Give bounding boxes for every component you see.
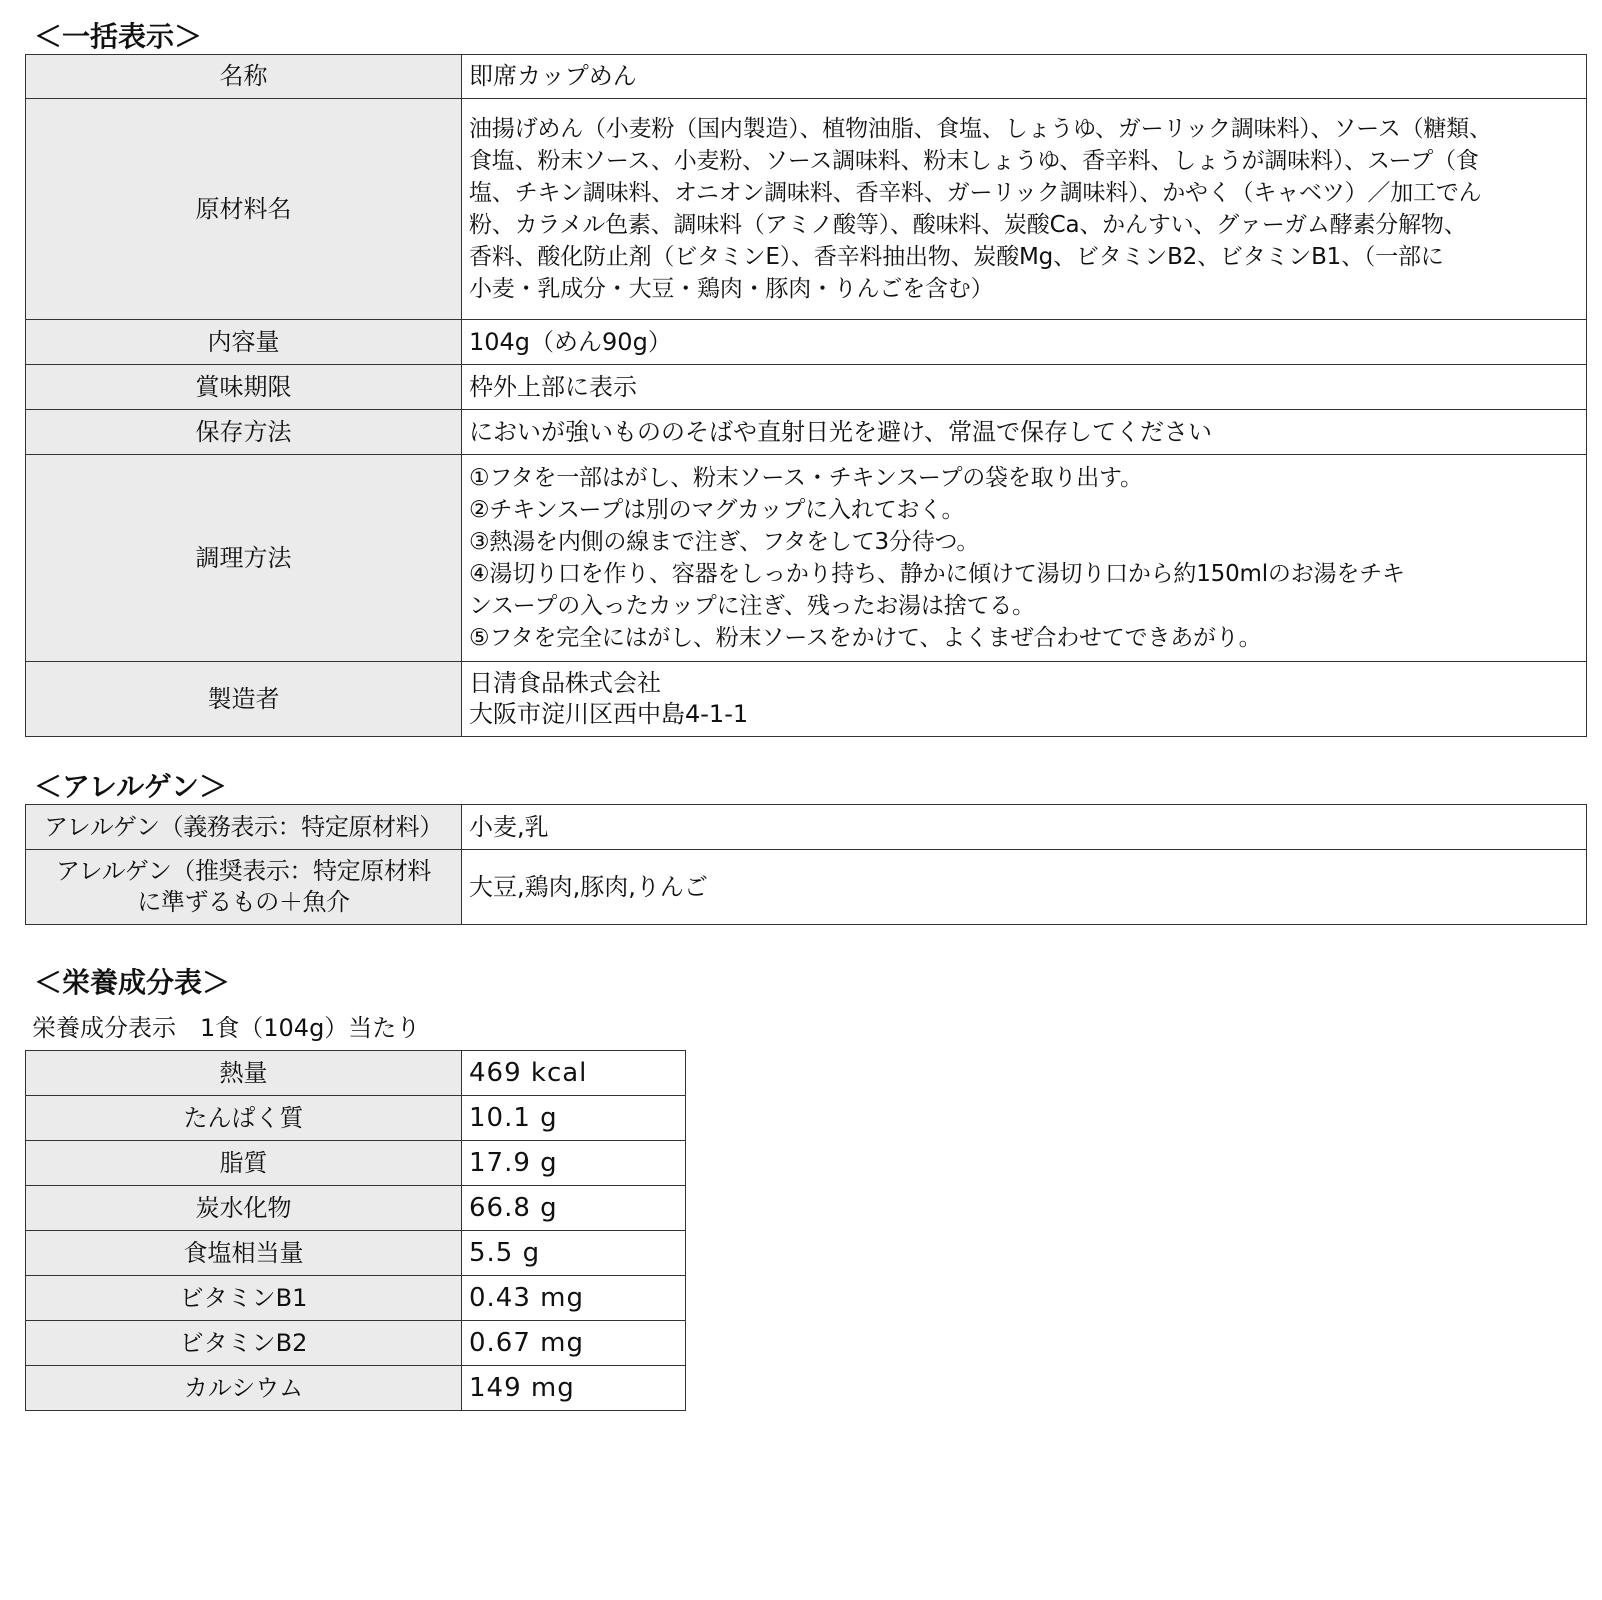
value-line: 食塩、粉末ソース、小麦粉、ソース調味料、粉末しょうゆ、香辛料、しょうが調味料）、スープ（食 bbox=[469, 148, 1479, 174]
table-row bbox=[26, 1141, 686, 1186]
nutrient-label: 食塩相当量 bbox=[26, 1231, 462, 1276]
row-value-storage bbox=[462, 410, 1587, 455]
allergen-heading: ＜アレルゲン＞ bbox=[34, 770, 228, 803]
table-row bbox=[26, 850, 1587, 925]
label-line: に準ずるもの＋魚介 bbox=[137, 888, 350, 916]
nutrient-label: ビタミンB1 bbox=[26, 1276, 462, 1321]
value-line: 粉、カラメル色素、調味料（アミノ酸等）、酸味料、炭酸Ca、かんすい、グァーガム酵素分解物、 bbox=[469, 212, 1467, 238]
table-row bbox=[26, 55, 1587, 99]
row-value-manufacturer bbox=[462, 662, 1587, 737]
nutrient-label: ビタミンB2 bbox=[26, 1321, 462, 1366]
nutrient-label: たんぱく質 bbox=[26, 1096, 462, 1141]
table-row bbox=[26, 1276, 686, 1321]
nutrition-heading: ＜栄養成分表＞ bbox=[34, 966, 231, 999]
nutrient-value: 10.1 g bbox=[462, 1096, 686, 1141]
nutrient-label: 炭水化物 bbox=[26, 1186, 462, 1231]
row-label-ingredients: 原材料名 bbox=[26, 99, 462, 320]
bulk-heading: ＜一括表示＞ bbox=[34, 20, 203, 53]
table-row bbox=[26, 1366, 686, 1411]
row-label-cooking: 調理方法 bbox=[26, 455, 462, 662]
value-line: 104g（めん90g） bbox=[469, 327, 672, 356]
label-line: アレルゲン（義務表示：特定原材料） bbox=[44, 812, 443, 841]
table-row bbox=[26, 410, 1587, 455]
row-label-manufacturer: 製造者 bbox=[26, 662, 462, 737]
label-line: アレルゲン（推奨表示：特定原材料 bbox=[55, 857, 432, 885]
value-line: 油揚げめん（小麦粉（国内製造）、植物油脂、食塩、しょうゆ、ガーリック調味料）、ソース（糖類、 bbox=[469, 116, 1492, 142]
nutrition-caption: 栄養成分表示 1食（104g）当たり bbox=[32, 1014, 421, 1042]
row-value-name bbox=[462, 55, 1587, 99]
nutrient-value: 0.43 mg bbox=[462, 1276, 686, 1321]
table-row bbox=[26, 320, 1587, 365]
value-line: ④湯切り口を作り、容器をしっかり持ち、静かに傾けて湯切り口から約150mlのお湯をチキ bbox=[469, 561, 1405, 587]
nutrition-table bbox=[25, 1050, 686, 1411]
row-value-best-before bbox=[462, 365, 1587, 410]
value-line: ンスープの入ったカップに注ぎ、残ったお湯は捨てる。 bbox=[469, 593, 1035, 619]
nutrient-value: 66.8 g bbox=[462, 1186, 686, 1231]
nutrient-value: 5.5 g bbox=[462, 1231, 686, 1276]
table-row bbox=[26, 1186, 686, 1231]
allergen-recommended-label bbox=[26, 850, 462, 925]
nutrient-value: 149 mg bbox=[462, 1366, 686, 1411]
row-value-ingredients bbox=[462, 99, 1587, 320]
value-line: ②チキンスープは別のマグカップに入れておく。 bbox=[469, 497, 965, 523]
value-line: においが強いもののそばや直射日光を避け、常温で保存してください bbox=[469, 417, 1213, 446]
nutrient-value: 17.9 g bbox=[462, 1141, 686, 1186]
value-line: 日清食品株式会社 bbox=[469, 669, 661, 697]
value-line: 小麦・乳成分・大豆・鶏肉・豚肉・りんごを含む） bbox=[469, 276, 994, 302]
allergen-recommended-value: 大豆,鶏肉,豚肉,りんご bbox=[462, 850, 1587, 925]
allergen-mandatory-value: 小麦,乳 bbox=[462, 805, 1587, 850]
allergen-mandatory-label bbox=[26, 805, 462, 850]
value-line: 枠外上部に表示 bbox=[469, 372, 637, 401]
row-value-content-amount bbox=[462, 320, 1587, 365]
value-line: 塩、チキン調味料、オニオン調味料、香辛料、ガーリック調味料）、かやく（キャベツ）／加工でん bbox=[469, 180, 1482, 206]
table-row bbox=[26, 455, 1587, 662]
bulk-display-table bbox=[25, 54, 1587, 737]
table-row bbox=[26, 1231, 686, 1276]
table-row bbox=[26, 99, 1587, 320]
table-row bbox=[26, 1096, 686, 1141]
nutrient-label: 脂質 bbox=[26, 1141, 462, 1186]
value-line: 香料、酸化防止剤（ビタミンE）、香辛料抽出物、炭酸Mg、ビタミンB2、ビタミンB1、（一部に bbox=[469, 244, 1444, 270]
row-label-best-before: 賞味期限 bbox=[26, 365, 462, 410]
row-label-storage: 保存方法 bbox=[26, 410, 462, 455]
table-row bbox=[26, 1321, 686, 1366]
allergen-table bbox=[25, 804, 1587, 925]
table-row bbox=[26, 365, 1587, 410]
row-value-cooking bbox=[462, 455, 1587, 662]
table-row bbox=[26, 1051, 686, 1096]
nutrient-label: 熱量 bbox=[26, 1051, 462, 1096]
table-row bbox=[26, 662, 1587, 737]
value-line: 大阪市淀川区西中島4-1-1 bbox=[469, 700, 749, 728]
row-label-name: 名称 bbox=[26, 55, 462, 99]
value-line: ⑤フタを完全にはがし、粉末ソースをかけて、よくまぜ合わせてできあがり。 bbox=[469, 625, 1262, 651]
nutrient-label: カルシウム bbox=[26, 1366, 462, 1411]
nutrient-value: 0.67 mg bbox=[462, 1321, 686, 1366]
value-line: ①フタを一部はがし、粉末ソース・チキンスープの袋を取り出す。 bbox=[469, 465, 1143, 491]
row-label-content-amount: 内容量 bbox=[26, 320, 462, 365]
value-line: 即席カップめん bbox=[469, 62, 637, 90]
value-line: ③熱湯を内側の線まで注ぎ、フタをして3分待つ。 bbox=[469, 529, 980, 555]
nutrient-value: 469 kcal bbox=[462, 1051, 686, 1096]
table-row bbox=[26, 805, 1587, 850]
